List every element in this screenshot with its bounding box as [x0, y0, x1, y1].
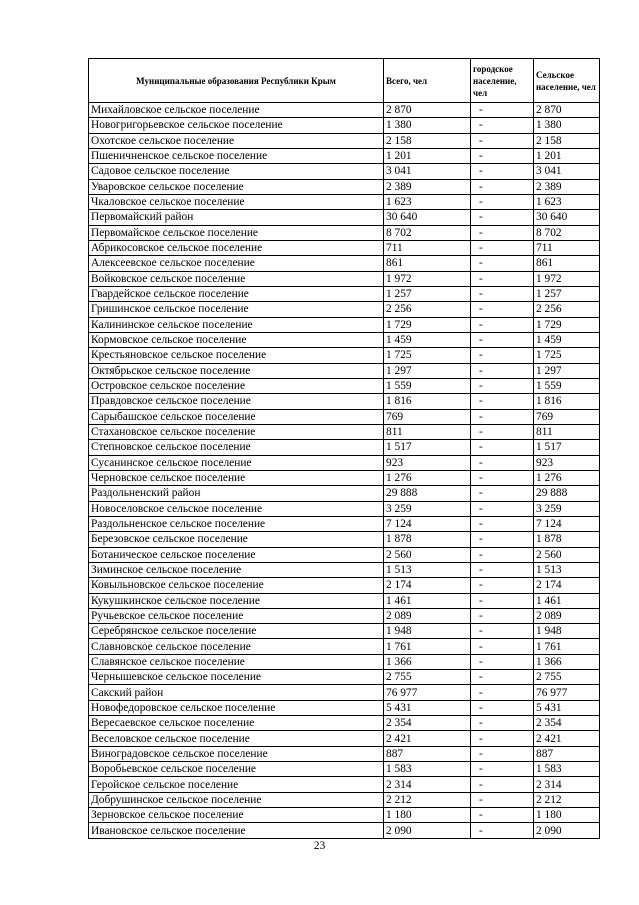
- table-row: [89, 746, 600, 761]
- cell-municipality: Новоселовское сельское поселение: [89, 501, 384, 516]
- cell-municipality: Березовское сельское поселение: [89, 532, 384, 547]
- cell-total: 8 702: [384, 225, 471, 240]
- table-row: [89, 654, 600, 669]
- table-row: [89, 639, 600, 654]
- table-row: [89, 210, 600, 225]
- header-municipality: Муниципальные образования Республики Крым: [89, 59, 384, 103]
- cell-urban: -: [471, 210, 534, 225]
- table-row: [89, 363, 600, 378]
- cell-total: 2 354: [384, 716, 471, 731]
- table-row: [89, 440, 600, 455]
- table-row: [89, 731, 600, 746]
- cell-total: 2 314: [384, 777, 471, 792]
- cell-urban: -: [471, 103, 534, 118]
- cell-total: 76 977: [384, 685, 471, 700]
- cell-urban: -: [471, 639, 534, 654]
- cell-urban: -: [471, 777, 534, 792]
- cell-total: 29 888: [384, 486, 471, 501]
- cell-total: 2 755: [384, 670, 471, 685]
- cell-rural: 2 389: [534, 179, 600, 194]
- cell-urban: -: [471, 547, 534, 562]
- cell-total: 1 972: [384, 271, 471, 286]
- cell-urban: -: [471, 394, 534, 409]
- cell-rural: 2 256: [534, 302, 600, 317]
- cell-total: 1 297: [384, 363, 471, 378]
- cell-municipality: Стахановское сельское поселение: [89, 424, 384, 439]
- header-rural: Сельское население, чел: [534, 59, 600, 103]
- population-table: [88, 58, 600, 839]
- cell-municipality: Славновское сельское поселение: [89, 639, 384, 654]
- cell-urban: -: [471, 532, 534, 547]
- cell-municipality: Сарыбашское сельское поселение: [89, 409, 384, 424]
- cell-urban: -: [471, 685, 534, 700]
- cell-total: 1 180: [384, 808, 471, 823]
- cell-urban: -: [471, 731, 534, 746]
- cell-municipality: Ботаническое сельское поселение: [89, 547, 384, 562]
- cell-municipality: Крестьяновское сельское поселение: [89, 348, 384, 363]
- cell-municipality: Первомайский район: [89, 210, 384, 225]
- cell-municipality: Серебрянское сельское поселение: [89, 624, 384, 639]
- cell-total: 1 583: [384, 762, 471, 777]
- cell-municipality: Вересаевское сельское поселение: [89, 716, 384, 731]
- cell-municipality: Кормовское сельское поселение: [89, 332, 384, 347]
- cell-total: 1 380: [384, 118, 471, 133]
- cell-total: 1 276: [384, 470, 471, 485]
- cell-municipality: Виноградовское сельское поселение: [89, 746, 384, 761]
- cell-municipality: Новогригорьевское сельское поселение: [89, 118, 384, 133]
- cell-total: 769: [384, 409, 471, 424]
- cell-total: 2 870: [384, 103, 471, 118]
- cell-urban: -: [471, 516, 534, 531]
- cell-rural: 1 623: [534, 194, 600, 209]
- table-row: [89, 808, 600, 823]
- cell-urban: -: [471, 133, 534, 148]
- table-row: [89, 348, 600, 363]
- table-row: [89, 317, 600, 332]
- table-row: [89, 148, 600, 163]
- cell-rural: 887: [534, 746, 600, 761]
- table-row: [89, 670, 600, 685]
- cell-urban: -: [471, 624, 534, 639]
- cell-total: 1 513: [384, 562, 471, 577]
- cell-total: 1 201: [384, 148, 471, 163]
- cell-rural: 2 560: [534, 547, 600, 562]
- cell-urban: -: [471, 194, 534, 209]
- cell-urban: -: [471, 363, 534, 378]
- cell-urban: -: [471, 792, 534, 807]
- table-row: [89, 194, 600, 209]
- cell-total: 1 623: [384, 194, 471, 209]
- table-row: [89, 716, 600, 731]
- cell-municipality: Черновское сельское поселение: [89, 470, 384, 485]
- cell-rural: 1 459: [534, 332, 600, 347]
- cell-total: 1 948: [384, 624, 471, 639]
- cell-municipality: Воробьевское сельское поселение: [89, 762, 384, 777]
- cell-rural: 1 201: [534, 148, 600, 163]
- cell-rural: 1 725: [534, 348, 600, 363]
- cell-rural: 1 257: [534, 286, 600, 301]
- table-row: [89, 792, 600, 807]
- cell-rural: 2 354: [534, 716, 600, 731]
- cell-rural: 1 878: [534, 532, 600, 547]
- cell-urban: -: [471, 271, 534, 286]
- table-row: [89, 240, 600, 255]
- cell-rural: 1 972: [534, 271, 600, 286]
- cell-municipality: Гришинское сельское поселение: [89, 302, 384, 317]
- cell-urban: -: [471, 179, 534, 194]
- cell-total: 2 090: [384, 823, 471, 838]
- cell-urban: -: [471, 348, 534, 363]
- cell-municipality: Уваровское сельское поселение: [89, 179, 384, 194]
- cell-total: 30 640: [384, 210, 471, 225]
- cell-municipality: Сусанинское сельское поселение: [89, 455, 384, 470]
- cell-rural: 1 276: [534, 470, 600, 485]
- cell-rural: 769: [534, 409, 600, 424]
- cell-rural: 811: [534, 424, 600, 439]
- cell-total: 811: [384, 424, 471, 439]
- cell-rural: 1 297: [534, 363, 600, 378]
- cell-rural: 1 583: [534, 762, 600, 777]
- cell-rural: 1 729: [534, 317, 600, 332]
- cell-municipality: Садовое сельское поселение: [89, 164, 384, 179]
- table-row: [89, 103, 600, 118]
- cell-municipality: Алексеевское сельское поселение: [89, 256, 384, 271]
- cell-urban: -: [471, 440, 534, 455]
- table-row: [89, 133, 600, 148]
- cell-municipality: Октябрьское сельское поселение: [89, 363, 384, 378]
- cell-total: 5 431: [384, 700, 471, 715]
- cell-total: 1 257: [384, 286, 471, 301]
- cell-rural: 923: [534, 455, 600, 470]
- cell-rural: 8 702: [534, 225, 600, 240]
- cell-total: 3 041: [384, 164, 471, 179]
- cell-municipality: Островское сельское поселение: [89, 378, 384, 393]
- cell-total: 1 461: [384, 593, 471, 608]
- table-row: [89, 700, 600, 715]
- cell-municipality: Михайловское сельское поселение: [89, 103, 384, 118]
- table-body: [89, 103, 600, 839]
- cell-rural: 1 180: [534, 808, 600, 823]
- cell-urban: -: [471, 562, 534, 577]
- cell-rural: 2 421: [534, 731, 600, 746]
- cell-urban: -: [471, 378, 534, 393]
- table-row: [89, 486, 600, 501]
- cell-total: 1 559: [384, 378, 471, 393]
- table-row: [89, 378, 600, 393]
- cell-municipality: Калининское сельское поселение: [89, 317, 384, 332]
- cell-rural: 76 977: [534, 685, 600, 700]
- cell-rural: 5 431: [534, 700, 600, 715]
- cell-urban: -: [471, 716, 534, 731]
- cell-urban: -: [471, 424, 534, 439]
- cell-municipality: Правдовское сельское поселение: [89, 394, 384, 409]
- cell-urban: -: [471, 608, 534, 623]
- table-row: [89, 685, 600, 700]
- cell-urban: -: [471, 455, 534, 470]
- cell-rural: 1 517: [534, 440, 600, 455]
- cell-rural: 2 870: [534, 103, 600, 118]
- cell-total: 1 761: [384, 639, 471, 654]
- cell-total: 1 459: [384, 332, 471, 347]
- cell-total: 2 158: [384, 133, 471, 148]
- cell-municipality: Чернышевское сельское поселение: [89, 670, 384, 685]
- table-row: [89, 532, 600, 547]
- table-row: [89, 271, 600, 286]
- cell-rural: 30 640: [534, 210, 600, 225]
- table-row: [89, 823, 600, 838]
- cell-rural: 2 212: [534, 792, 600, 807]
- cell-urban: -: [471, 470, 534, 485]
- cell-total: 1 517: [384, 440, 471, 455]
- cell-urban: -: [471, 762, 534, 777]
- table-row: [89, 179, 600, 194]
- table-row: [89, 394, 600, 409]
- cell-municipality: Пшеничненское сельское поселение: [89, 148, 384, 163]
- cell-total: 2 421: [384, 731, 471, 746]
- table-row: [89, 593, 600, 608]
- cell-municipality: Раздольненский район: [89, 486, 384, 501]
- cell-total: 2 174: [384, 578, 471, 593]
- cell-total: 2 256: [384, 302, 471, 317]
- cell-urban: -: [471, 286, 534, 301]
- table-row: [89, 777, 600, 792]
- table-row: [89, 424, 600, 439]
- table-row: [89, 302, 600, 317]
- cell-urban: -: [471, 164, 534, 179]
- cell-rural: 1 380: [534, 118, 600, 133]
- cell-total: 1 366: [384, 654, 471, 669]
- cell-total: 711: [384, 240, 471, 255]
- table-row: [89, 225, 600, 240]
- table-row: [89, 608, 600, 623]
- cell-municipality: Ручьевское сельское поселение: [89, 608, 384, 623]
- cell-municipality: Зиминское сельское поселение: [89, 562, 384, 577]
- cell-municipality: Гвардейское сельское поселение: [89, 286, 384, 301]
- cell-total: 2 389: [384, 179, 471, 194]
- cell-municipality: Первомайское сельское поселение: [89, 225, 384, 240]
- table-row: [89, 516, 600, 531]
- cell-total: 7 124: [384, 516, 471, 531]
- table-row: [89, 501, 600, 516]
- cell-municipality: Сакский район: [89, 685, 384, 700]
- table-row: [89, 624, 600, 639]
- cell-total: 2 560: [384, 547, 471, 562]
- cell-rural: 2 158: [534, 133, 600, 148]
- cell-rural: 2 314: [534, 777, 600, 792]
- cell-urban: -: [471, 808, 534, 823]
- cell-total: 887: [384, 746, 471, 761]
- cell-urban: -: [471, 225, 534, 240]
- table-row: [89, 455, 600, 470]
- table-row: [89, 118, 600, 133]
- table-row: [89, 762, 600, 777]
- cell-municipality: Добрушинское сельское поселение: [89, 792, 384, 807]
- table-row: [89, 409, 600, 424]
- cell-total: 3 259: [384, 501, 471, 516]
- cell-municipality: Войковское сельское поселение: [89, 271, 384, 286]
- cell-municipality: Раздольненское сельское поселение: [89, 516, 384, 531]
- table-row: [89, 578, 600, 593]
- cell-municipality: Славянское сельское поселение: [89, 654, 384, 669]
- cell-urban: -: [471, 746, 534, 761]
- cell-municipality: Степновское сельское поселение: [89, 440, 384, 455]
- header-total: Всего, чел: [384, 59, 471, 103]
- cell-municipality: Ковыльновское сельское поселение: [89, 578, 384, 593]
- cell-municipality: Чкаловское сельское поселение: [89, 194, 384, 209]
- table-row: [89, 562, 600, 577]
- cell-rural: 2 755: [534, 670, 600, 685]
- cell-rural: 3 259: [534, 501, 600, 516]
- cell-total: 1 816: [384, 394, 471, 409]
- cell-urban: -: [471, 578, 534, 593]
- cell-rural: 7 124: [534, 516, 600, 531]
- cell-urban: -: [471, 654, 534, 669]
- cell-total: 2 089: [384, 608, 471, 623]
- cell-urban: -: [471, 240, 534, 255]
- table-row: [89, 164, 600, 179]
- cell-total: 1 725: [384, 348, 471, 363]
- cell-municipality: Новофедоровское сельское поселение: [89, 700, 384, 715]
- cell-urban: -: [471, 317, 534, 332]
- cell-municipality: Ивановское сельское поселение: [89, 823, 384, 838]
- cell-urban: -: [471, 256, 534, 271]
- table-header-row: [89, 59, 600, 103]
- cell-rural: 1 559: [534, 378, 600, 393]
- cell-urban: -: [471, 118, 534, 133]
- cell-rural: 1 513: [534, 562, 600, 577]
- cell-municipality: Геройское сельское поселение: [89, 777, 384, 792]
- cell-urban: -: [471, 409, 534, 424]
- cell-municipality: Абрикосовское сельское поселение: [89, 240, 384, 255]
- cell-urban: -: [471, 700, 534, 715]
- cell-urban: -: [471, 823, 534, 838]
- cell-rural: 2 089: [534, 608, 600, 623]
- cell-total: 861: [384, 256, 471, 271]
- cell-rural: 2 174: [534, 578, 600, 593]
- header-urban: городское население, чел: [471, 59, 534, 103]
- cell-rural: 1 366: [534, 654, 600, 669]
- cell-urban: -: [471, 486, 534, 501]
- table-row: [89, 286, 600, 301]
- cell-total: 2 212: [384, 792, 471, 807]
- cell-urban: -: [471, 670, 534, 685]
- cell-rural: 3 041: [534, 164, 600, 179]
- cell-urban: -: [471, 302, 534, 317]
- cell-municipality: Веселовское сельское поселение: [89, 731, 384, 746]
- cell-total: 1 878: [384, 532, 471, 547]
- cell-municipality: Охотское сельское поселение: [89, 133, 384, 148]
- cell-total: 923: [384, 455, 471, 470]
- page-number: 23: [313, 840, 326, 852]
- cell-municipality: Кукушкинское сельское поселение: [89, 593, 384, 608]
- table-row: [89, 256, 600, 271]
- cell-rural: 1 948: [534, 624, 600, 639]
- cell-urban: -: [471, 332, 534, 347]
- table-row: [89, 547, 600, 562]
- cell-rural: 1 816: [534, 394, 600, 409]
- cell-rural: 1 761: [534, 639, 600, 654]
- table-row: [89, 470, 600, 485]
- table-row: [89, 332, 600, 347]
- cell-urban: -: [471, 148, 534, 163]
- cell-rural: 711: [534, 240, 600, 255]
- cell-urban: -: [471, 593, 534, 608]
- cell-urban: -: [471, 501, 534, 516]
- cell-rural: 1 461: [534, 593, 600, 608]
- cell-rural: 29 888: [534, 486, 600, 501]
- cell-rural: 2 090: [534, 823, 600, 838]
- cell-municipality: Зерновское сельское поселение: [89, 808, 384, 823]
- cell-rural: 861: [534, 256, 600, 271]
- cell-total: 1 729: [384, 317, 471, 332]
